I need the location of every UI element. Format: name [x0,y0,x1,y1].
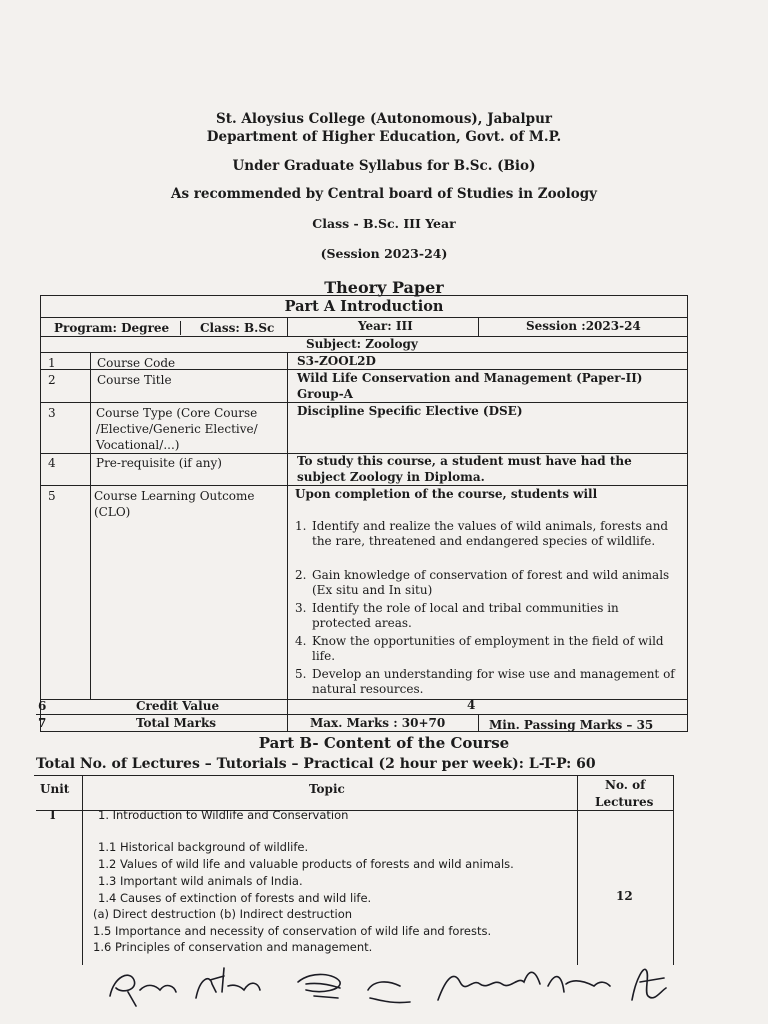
row-num: 7 [38,716,47,730]
clo-text: Develop an understanding for wise use and management of natural resources. [312,667,675,696]
clo-text: Identify and realize the values of wild animals, forests and the rare, threatened and endangered species of wildlife. [312,519,669,548]
signature-1 [110,975,176,1006]
credit-label: Credit Value [136,699,220,713]
class-cell: Class: B.Sc [200,321,275,335]
year-cell: Year: III [358,319,413,333]
department-name: Department of Higher Education, Govt. of M.P. [206,129,562,145]
topic-item: (a) Direct destruction (b) Indirect destruction [93,907,353,921]
course-title-value: Wild Life Conservation and Management (Paper-II) [297,371,643,385]
topic-item: 1.1 Historical background of wildlife. [98,840,309,854]
row-num: 2 [48,373,56,387]
clo-number: 3. [295,601,307,615]
session-cell: Session :2023-24 [526,319,641,333]
clo-number: 2. [295,568,307,582]
topic-header: Topic [309,782,345,796]
signature-5 [438,972,540,1000]
topic-item: 1.5 Importance and necessity of conservation of wild life and forests. [93,924,492,938]
clo-item [295,667,675,697]
course-code-value: S3-ZOOL2D [297,354,376,368]
prerequisite-label: Pre-requisite (if any) [96,456,222,470]
signature-4 [368,982,410,1003]
course-type-label: /Elective/Generic Elective/ [96,422,258,436]
clo-label: Course Learning Outcome [94,489,255,503]
syllabus-title: Under Graduate Syllabus for B.Sc. (Bio) [232,158,536,174]
prerequisite-value: subject Zoology in Diploma. [297,470,485,484]
total-marks-label: Total Marks [136,716,217,730]
row-num: 4 [48,456,56,470]
clo-text: Know the opportunities of employment in the field of wild life. [312,634,664,663]
clo-number: 1. [295,519,307,533]
clo-text: Gain knowledge of conservation of forest and wild animals (Ex situ and In situ) [312,568,670,597]
topic-item: 1.3 Important wild animals of India. [98,874,303,888]
course-code-label: Course Code [97,356,176,370]
clo-item [295,568,675,598]
course-title-label: Course Title [97,373,172,387]
subject-cell: Subject: Zoology [306,337,418,351]
signature-3 [298,974,340,998]
row-num: 5 [48,489,56,503]
clo-item [295,519,675,549]
unit-title: 1. Introduction to Wildlife and Conservation [98,808,349,822]
max-marks: Max. Marks : 30+70 [310,716,446,730]
clo-item [295,634,675,664]
clo-number: 4. [295,634,307,648]
row-num: 6 [38,699,47,713]
lectures-header: No. of [605,778,646,792]
lectures-header: Lectures [595,795,654,809]
course-type-value: Discipline Specific Elective (DSE) [297,404,523,418]
part-a-title: Part A Introduction [284,298,444,315]
unit-header: Unit [40,782,70,796]
signatures-image [100,956,700,1020]
course-title-group: Group-A [297,387,353,401]
row-num: 3 [48,406,56,420]
unit-lectures: 12 [616,889,633,903]
recommendation-line: As recommended by Central board of Studies in Zoology [170,186,598,202]
credit-value: 4 [467,698,476,712]
clo-label: (CLO) [94,505,131,519]
college-name: St. Aloysius College (Autonomous), Jabalpur [215,111,553,127]
min-passing-marks: Min. Passing Marks – 35 [489,718,654,732]
unit-number: I [50,808,56,822]
class-line: Class - B.Sc. III Year [312,216,456,231]
clo-number: 5. [295,667,307,681]
course-type-label: Course Type (Core Course [96,406,258,420]
topic-item: 1.4 Causes of extinction of forests and wild life. [98,891,372,905]
signature-6 [548,977,610,992]
row-num: 1 [48,356,56,370]
lectures-line: Total No. of Lectures – Tutorials – Practical (2 hour per week): L-T-P: 60 [36,756,596,772]
signature-2 [196,968,260,998]
part-b-title: Part B- Content of the Course [258,734,510,752]
paper-title: Theory Paper [324,278,444,297]
program-cell: Program: Degree [54,321,170,335]
clo-item [295,601,675,631]
clo-text: Identify the role of local and tribal communities in protected areas. [312,601,619,630]
session-line: (Session 2023-24) [320,246,448,261]
prerequisite-value: To study this course, a student must have had the [297,454,632,468]
signature-7 [632,969,666,1000]
clo-intro: Upon completion of the course, students will [295,487,598,501]
topic-item: 1.6 Principles of conservation and management. [93,940,373,954]
course-type-label: Vocational/...) [96,438,180,452]
topic-item: 1.2 Values of wild life and valuable products of forests and wild animals. [98,857,514,871]
